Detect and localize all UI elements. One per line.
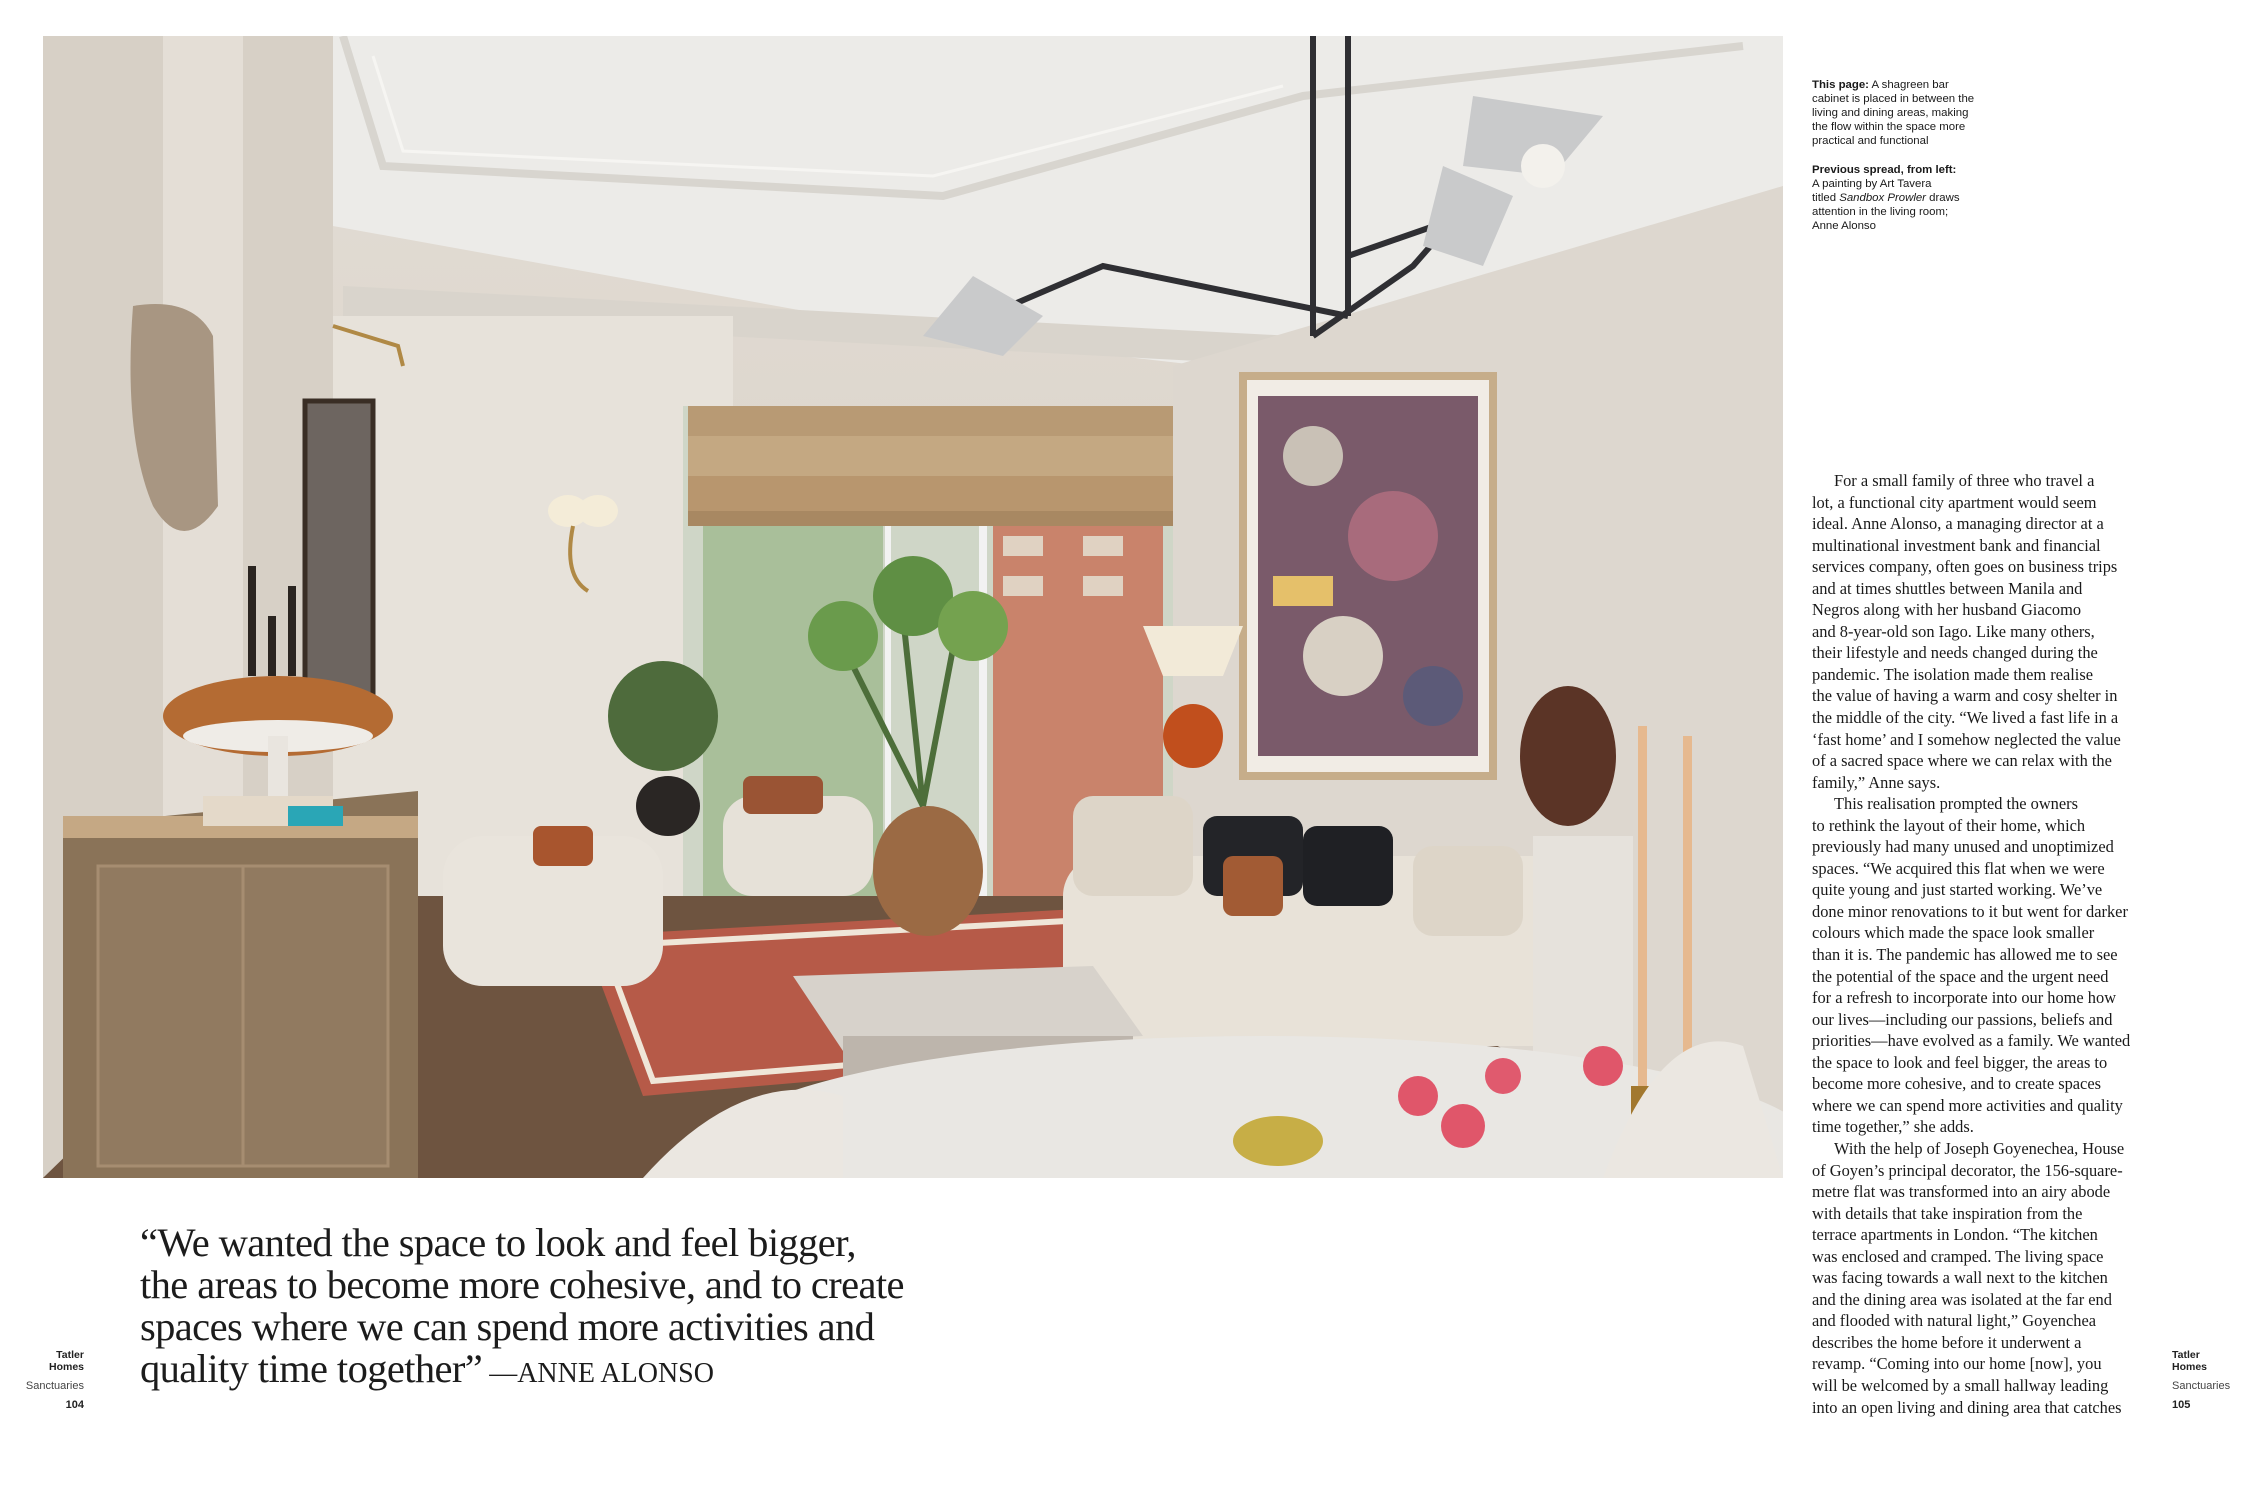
magazine-name: Homes [2172,1361,2208,1373]
caption-text: the flow within the space more [1812,121,1966,133]
pull-quote-text: “We wanted the space to look and feel bigger, the areas to become more cohesive, and to create spaces where we can spend more activities and quality time together” [140,1220,904,1391]
caption-this-page [1812,78,2012,148]
interior-photo [43,36,1783,1178]
page-number: 105 [2172,1399,2191,1411]
caption-text: cabinet is placed in between the [1812,93,1975,105]
living-room-illustration [43,36,1783,1178]
caption-text: titled [1812,192,1840,204]
jug [1520,686,1616,826]
caption-text: A shagreen bar [1871,79,1949,91]
folio-left [22,1349,84,1411]
magazine-name: Tatler [2172,1349,2200,1361]
caption-text: living and dining areas, making [1812,107,1969,119]
planter [873,806,983,936]
article-paragraph: With the help of Joseph Goyenechea, House of Goyen’s principal decorator, the 156-square- metre flat was transformed into an airy abode with details that take inspiration from the terrace apartments in London. “The kitchen was enclosed and cramped. The living space was facing towards a wall next to the kitchen and the dining area was isolated at the far end and flooded with natural light,” Goyenchea describes the home before it underwent a revamp. “Coming into our home [now], you will be welcomed by a small hallway leading into an open living and dining area that catches [1812,1138,2125,1417]
article-paragraph: This realisation prompted the owners to rethink the layout of their home, which previously had many unused and unoptimized spaces. “We acquired this flat when we were quite young and just started working. We’ve done minor renovations to it but went for darker colours which made the space look smaller than it is. The pandemic has allowed me to see the potential of the space and the urgent need for a refresh to incorporate into our home how our lives—including our passions, beliefs and priorities—have evolved as a family. We wanted the space to look and feel bigger, the areas to become more cohesive, and to create spaces where we can spend more activities and quality time together,” she adds. [1812,794,2131,1137]
article-paragraph: For a small family of three who travel a lot, a functional city apartment would seem ideal. Anne Alonso, a managing director at a multinational investment bank and financial services company, often goes on business trips and at times shuttles between Manila and Negros along with her husband Giacomo and 8-year-old son Iago. Like many others, their lifestyle and needs changed during the pandemic. The isolation made them realise the value of having a warm and cosy shelter in the middle of the city. “We lived a fast life in a ‘fast home’ and I somehow neglected the value of a sacred space where we can relax with the family,” Anne says. [1812,471,2121,792]
section-name: Sanctuaries [25,1380,84,1392]
caption-text: attention in the living room; [1812,206,1949,218]
caption-previous-spread [1812,163,2012,233]
pull-quote [140,1222,1040,1395]
caption-text: practical and functional [1812,135,1929,147]
magazine-name: Homes [48,1361,84,1373]
caption-text: Anne Alonso [1812,220,1876,232]
caption-text: A painting by Art Tavera [1812,178,1932,190]
caption-heading: This page: [1812,79,1869,91]
candle [1638,726,1647,1096]
caption-heading: Previous spread, from left: [1812,164,1957,176]
folio-right [2172,1349,2242,1411]
caption-text-row [1812,191,2012,205]
page-number: 104 [65,1399,84,1411]
article-body [1812,470,2160,1418]
magazine-name: Tatler [56,1349,84,1361]
artwork-title: Sandbox Prowler [1839,192,1926,204]
section-name: Sanctuaries [2172,1380,2231,1392]
pull-quote-attribution: —ANNE ALONSO [482,1358,714,1389]
caption-text: draws [1925,192,1960,204]
